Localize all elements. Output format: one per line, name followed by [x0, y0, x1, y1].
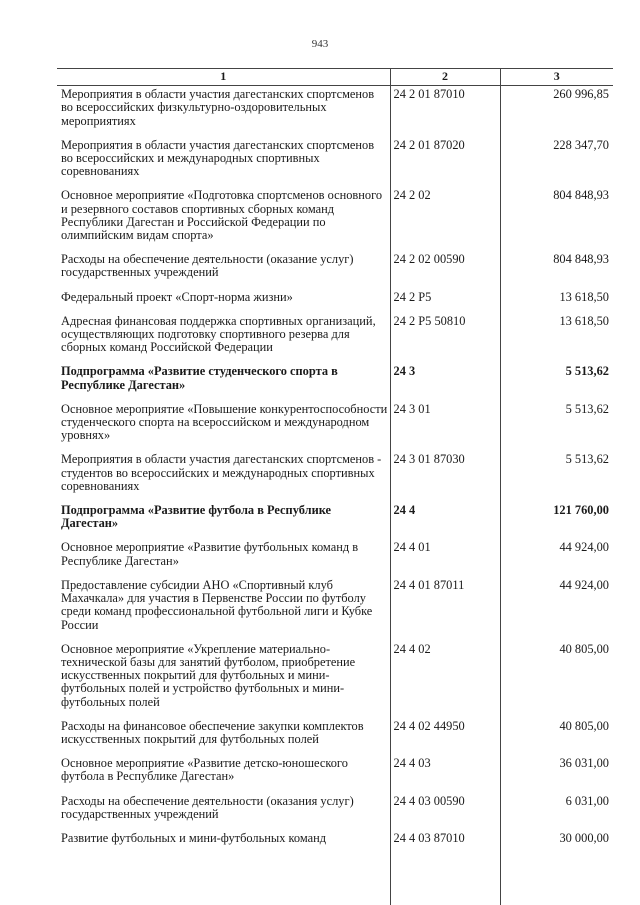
row-amount-cell: 44 924,00 [500, 577, 613, 641]
row-name-cell: Основное мероприятие «Подготовка спортсменов основного и резервного составов спортивных сборных команд Республики Дагестан и Российской Федерации по олимпийским видам спорта» [61, 188, 383, 243]
row-code-cell: 24 3 01 87030 [390, 451, 500, 502]
row-name-cell: Мероприятия в области участия дагестанских спортсменов во всероссийских физкультурно-оздоровительных мероприятиях [61, 87, 375, 128]
row-amount-cell: 5 513,62 [500, 401, 613, 452]
row-name-cell: Подпрограмма «Развитие студенческого спорта в Республике Дагестан» [61, 364, 338, 392]
row-amount-cell: 13 618,50 [500, 289, 613, 313]
table-row [57, 755, 613, 792]
row-amount-cell: 5 513,62 [500, 363, 613, 400]
table-row [57, 718, 613, 755]
row-code-cell: 24 2 P5 50810 [390, 313, 500, 364]
table-row [57, 401, 613, 452]
row-amount-cell: 36 031,00 [500, 755, 613, 792]
row-code-cell: 24 2 01 87020 [390, 137, 500, 188]
table-row [57, 641, 613, 718]
table-row [57, 502, 613, 539]
table-row [57, 363, 613, 400]
row-code-cell: 24 4 [390, 502, 500, 539]
row-code-cell: 24 4 02 44950 [390, 718, 500, 755]
row-name-cell: Расходы на обеспечение деятельности (оказания услуг) государственных учреждений [61, 793, 354, 821]
row-amount-cell: 6 031,00 [500, 793, 613, 830]
table-row [57, 86, 613, 137]
row-name-cell: Мероприятия в области участия дагестанских спортсменов - студентов во всероссийских и международных спортивных соревнованиях [61, 452, 382, 493]
row-amount-cell: 804 848,93 [500, 251, 613, 288]
row-code-cell: 24 3 [390, 363, 500, 400]
row-amount-cell: 260 996,85 [500, 86, 613, 137]
row-code-cell: 24 2 01 87010 [390, 86, 500, 137]
row-code-cell: 24 4 03 87010 [390, 830, 500, 905]
table-row [57, 187, 613, 251]
row-name-cell: Основное мероприятие «Укрепление материально-технической базы для занятий футболом, приобретение искусственных покрытий для футбольных и мини-футбольных полей и устройство футбольных и мини-футбольных полей [61, 641, 356, 709]
row-amount-cell: 228 347,70 [500, 137, 613, 188]
row-name-cell: Предоставление субсидии АНО «Спортивный клуб Махачкала» для участия в Первенстве России по футболу среди команд профессиональной футбольной лиги и Кубке России [61, 577, 373, 632]
row-amount-cell: 30 000,00 [500, 830, 613, 905]
row-code-cell: 24 4 01 [390, 539, 500, 576]
row-code-cell: 24 2 P5 [390, 289, 500, 313]
table-row [57, 313, 613, 364]
table-row [57, 289, 613, 313]
row-name-cell: Основное мероприятие «Развитие футбольных команд в Республике Дагестан» [61, 540, 359, 568]
table-header-row [57, 69, 613, 86]
row-name-cell: Подпрограмма «Развитие футбола в Республике Дагестан» [61, 503, 332, 531]
row-name-cell: Основное мероприятие «Развитие детско-юношеского футбола в Республике Дагестан» [61, 756, 348, 784]
table-row [57, 830, 613, 905]
row-code-cell: 24 4 03 00590 [390, 793, 500, 830]
table-row [57, 793, 613, 830]
table-row [57, 251, 613, 288]
row-name-cell: Мероприятия в области участия дагестанских спортсменов во всероссийских и международных спортивных соревнованиях [61, 137, 375, 179]
row-amount-cell: 44 924,00 [500, 539, 613, 576]
row-code-cell: 24 4 01 87011 [390, 577, 500, 641]
row-name-cell: Адресная финансовая поддержка спортивных организаций, осуществляющих подготовку спортивного резерва для сборных команд Российской Федерации [61, 313, 376, 355]
row-name-cell: Расходы на финансовое обеспечение закупки комплектов искусственных покрытий для футбольных полей [61, 718, 364, 746]
table-row [57, 539, 613, 576]
row-amount-cell: 804 848,93 [500, 187, 613, 251]
table-row [57, 451, 613, 502]
row-code-cell: 24 4 02 [390, 641, 500, 718]
row-code-cell: 24 2 02 [390, 187, 500, 251]
budget-table [57, 68, 613, 905]
row-name-cell: Расходы на обеспечение деятельности (оказание услуг) государственных учреждений [61, 252, 354, 280]
table-row [57, 137, 613, 188]
row-amount-cell: 5 513,62 [500, 451, 613, 502]
row-amount-cell: 13 618,50 [500, 313, 613, 364]
table-body [57, 86, 613, 905]
column-header-amount: 3 [500, 69, 613, 86]
row-amount-cell: 40 805,00 [500, 641, 613, 718]
table-row [57, 577, 613, 641]
row-code-cell: 24 2 02 00590 [390, 251, 500, 288]
page-number: 943 [311, 38, 329, 50]
row-amount-cell: 121 760,00 [500, 502, 613, 539]
column-header-name: 1 [57, 69, 390, 86]
row-code-cell: 24 3 01 [390, 401, 500, 452]
row-name-cell: Федеральный проект «Спорт-норма жизни» [61, 289, 293, 304]
column-header-code: 2 [390, 69, 500, 86]
row-amount-cell: 40 805,00 [500, 718, 613, 755]
row-name-cell: Основное мероприятие «Повышение конкурентоспособности студенческого спорта на всероссийском и международном уровнях» [61, 401, 388, 443]
row-code-cell: 24 4 03 [390, 755, 500, 792]
row-name-cell: Развитие футбольных и мини-футбольных команд [61, 830, 327, 845]
